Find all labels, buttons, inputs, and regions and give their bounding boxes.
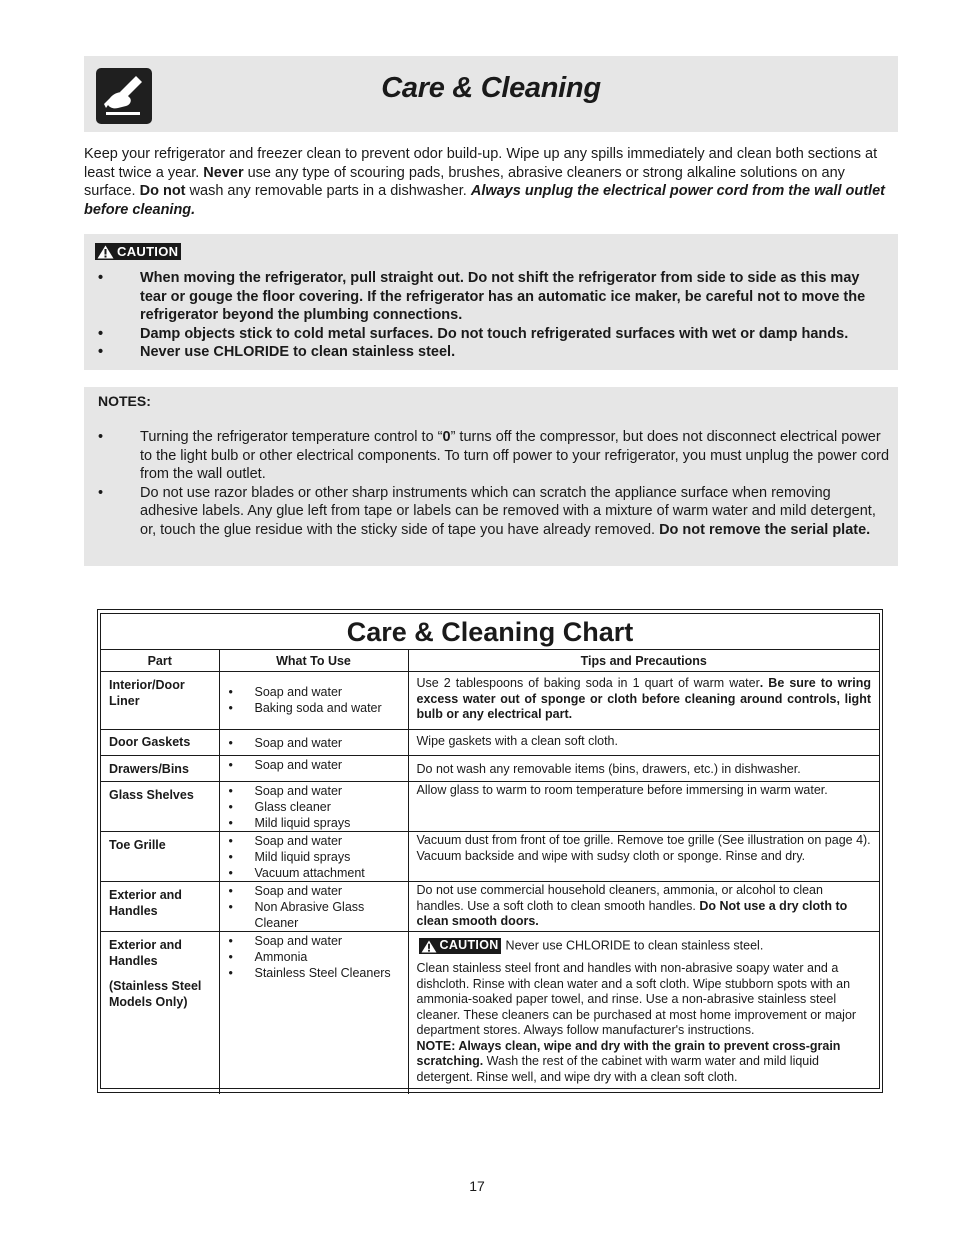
bullet: •	[228, 934, 233, 948]
notes-box	[84, 387, 898, 566]
caution-text: Never use CHLORIDE to clean stainless steel.	[505, 938, 764, 953]
warning-icon	[421, 940, 437, 953]
tips-text: Use 2 tablespoons of baking soda in 1 quart of warm water	[416, 676, 760, 690]
bullet: •	[228, 701, 233, 715]
bullet: •	[228, 758, 233, 772]
care-chart	[97, 609, 883, 1093]
table-row	[101, 756, 879, 782]
intro-text: wash any removable parts in a dishwasher.	[185, 183, 471, 200]
caution-badge-label: CAUTION	[117, 244, 179, 259]
warning-icon	[97, 245, 114, 259]
chart-title: Care & Cleaning Chart	[346, 617, 634, 647]
notes-text: Turning the refrigerator temperature control to “	[140, 429, 443, 445]
use-item-text: Glass cleaner	[254, 800, 331, 814]
table-row	[101, 672, 879, 730]
caution-item	[84, 269, 890, 325]
intro-unplug-warning: Always unplug the electrical power cord from the wall outlet before cleaning.	[84, 183, 885, 218]
use-item-text: Stainless Steel Cleaners	[254, 966, 391, 980]
notes-serial-plate: Do not remove the serial plate.	[659, 521, 871, 538]
bullet: •	[98, 325, 104, 342]
notes-title: NOTES:	[98, 393, 151, 409]
part-cell	[101, 932, 219, 1094]
use-item-text: Soap and water	[254, 784, 343, 798]
table-row	[101, 782, 879, 832]
use-item-text: Soap and water	[254, 834, 343, 848]
use-item	[220, 799, 404, 815]
use-cell	[219, 782, 408, 832]
part-note: (Stainless Steel Models Only)	[109, 979, 202, 1009]
caution-item-text: Damp objects stick to cold metal surfaces. Do not touch refrigerated surfaces with wet or damp hands.	[140, 325, 849, 342]
notes-item	[84, 484, 890, 540]
part-cell: Drawers/Bins	[101, 756, 219, 782]
bullet: •	[228, 834, 233, 848]
intro-text: use any type of scouring pads, brushes, abrasive cleaners or strong alkaline solutions on any surface.	[84, 164, 845, 200]
use-item-text: Soap and water	[254, 736, 343, 750]
tips-cell: Allow glass to warm to room temperature before immersing in warm water.	[408, 782, 879, 832]
intro-paragraph	[84, 145, 890, 219]
use-item	[220, 783, 404, 799]
use-item-text: Soap and water	[254, 934, 343, 948]
inline-caution-line	[419, 938, 872, 954]
use-item-text: Soap and water	[254, 758, 343, 772]
bullet: •	[98, 429, 104, 445]
bullet: •	[228, 736, 233, 750]
use-item	[220, 700, 404, 716]
use-item-text: Soap and water	[254, 685, 343, 699]
bullet: •	[98, 344, 104, 361]
caution-item-text: Never use CHLORIDE to clean stainless steel.	[140, 344, 456, 361]
use-cell	[219, 832, 408, 882]
use-item	[220, 883, 404, 899]
use-item-text: Vacuum attachment	[254, 866, 365, 880]
use-cell	[219, 756, 408, 782]
use-cell	[219, 932, 408, 1094]
table-row	[101, 730, 879, 756]
part-cell: Interior/Door Liner	[101, 672, 219, 730]
part-cell: Door Gaskets	[101, 730, 219, 756]
part-cell: Glass Shelves	[101, 782, 219, 832]
bullet: •	[228, 816, 233, 830]
care-chart-inner	[100, 613, 880, 1089]
use-cell	[219, 730, 408, 756]
intro-text: Keep your refrigerator and freezer clean to prevent odor build-up. Wipe up any spills immediately and clean both sections at least twice a year.	[84, 146, 878, 181]
tips-cell: Vacuum dust from front of toe grille. Remove toe grille (See illustration on page 4). Vacuum backside and wipe with sudsy cloth or sponge. Rinse and dry.	[408, 832, 879, 882]
use-item	[220, 735, 404, 751]
bullet: •	[228, 850, 233, 864]
caution-list	[84, 269, 890, 362]
tips-text	[417, 961, 872, 1085]
bullet: •	[228, 685, 233, 699]
use-item	[220, 933, 404, 949]
caution-badge-label: CAUTION	[439, 938, 499, 953]
tips-bold-text: Do Not use a dry cloth to clean smooth doors.	[416, 898, 848, 928]
notes-text: ” turns off the compressor, but does not disconnect electrical power to the light bulb or other electrical components. To turn off power to your refrigerator, you must unplug the power cord from the wall outlet.	[140, 429, 890, 483]
notes-text: Do not use razor blades or other sharp instruments which can scratch the appliance surface when removing adhesive labels. Any glue left from tape or labels can be removed with a mixture of warm water and mild detergent, or, touch the glue residue with the sticky side of tape you have already removed.	[140, 484, 876, 538]
use-item-text: Mild liquid sprays	[254, 816, 351, 830]
use-item	[220, 833, 404, 849]
bullet: •	[228, 800, 233, 814]
use-cell	[219, 672, 408, 730]
caution-badge	[419, 938, 501, 954]
intro-do-not: Do not	[139, 183, 186, 200]
intro-never: Never	[203, 164, 244, 181]
notes-item	[84, 428, 890, 484]
tips-paragraph: Wash the rest of the cabinet with warm water and mild liquid detergent. Rinse well, and wipe dry with a clean soft cloth.	[416, 1054, 819, 1084]
page-title: Care & Cleaning	[381, 72, 601, 104]
table-header-row	[101, 650, 879, 672]
bullet: •	[98, 484, 104, 501]
use-item	[220, 815, 404, 831]
table-row	[101, 932, 879, 1094]
tips-cell	[408, 932, 879, 1094]
tips-cell: Do not wash any removable items (bins, drawers, etc.) in dishwasher.	[408, 756, 879, 782]
header-band	[84, 56, 898, 132]
use-item-text: Non Abrasive Glass Cleaner	[254, 900, 365, 930]
bullet: •	[228, 866, 233, 880]
use-item	[220, 965, 404, 981]
page-number: 17	[469, 1178, 485, 1194]
part-name: Exterior and Handles	[109, 938, 182, 968]
part-cell: Toe Grille	[101, 832, 219, 882]
use-item	[220, 865, 404, 881]
tips-cell	[408, 882, 879, 932]
tips-cell	[408, 672, 879, 730]
table-row	[101, 832, 879, 882]
use-item-text: Ammonia	[254, 950, 308, 964]
caution-badge	[95, 243, 181, 260]
care-table	[101, 649, 879, 1094]
tips-text: Do not use commercial household cleaners, ammonia, or alcohol to clean handles. Use a soft cloth to clean smooth handles.	[416, 883, 823, 913]
bullet: •	[228, 784, 233, 798]
use-item	[220, 757, 404, 773]
use-item-text: Soap and water	[254, 884, 343, 898]
bullet: •	[228, 884, 233, 898]
table-row	[101, 882, 879, 932]
caution-item-text: When moving the refrigerator, pull straight out. Do not shift the refrigerator from side to side as this may tear or gouge the floor covering. If the refrigerator has an automatic ice maker, be careful not to move the refrigerator beyond the plumbing connections.	[140, 270, 866, 324]
use-item	[220, 684, 404, 700]
tips-cell: Wipe gaskets with a clean soft cloth.	[408, 730, 879, 756]
bullet: •	[228, 950, 233, 964]
use-item	[220, 899, 404, 931]
tips-bold-text: . Be sure to wring excess water out of sponge or cloth before cleaning around controls, light bulb or any electrical part.	[416, 676, 871, 721]
caution-box	[84, 234, 898, 370]
caution-item	[84, 325, 890, 344]
column-header-part: Part	[101, 650, 219, 672]
notes-zero: 0	[442, 429, 451, 445]
use-item	[220, 949, 404, 965]
bullet: •	[228, 900, 233, 914]
caution-item	[84, 343, 890, 362]
part-cell: Exterior and Handles	[101, 882, 219, 932]
use-item-text: Mild liquid sprays	[254, 850, 351, 864]
tips-paragraph: Clean stainless steel front and handles with non-abrasive soapy water and a dishcloth. Rinse with clean water and a soft cloth. Wipe stubborn spots with an ammonia-soaked paper towel, and rinse. Use a non-abrasive stainless steel cleaner. These cleaners can be purchased at most home improvement or major department stores. Always follow manufacturer's instructions.	[416, 961, 857, 1037]
use-item-text: Baking soda and water	[254, 701, 382, 715]
column-header-tips: Tips and Precautions	[408, 650, 879, 672]
use-cell	[219, 882, 408, 932]
use-item	[220, 849, 404, 865]
bullet: •	[98, 270, 104, 286]
column-header-what-to-use: What To Use	[219, 650, 408, 672]
bullet: •	[228, 966, 233, 980]
notes-list	[84, 428, 890, 540]
tips-note: NOTE: Always clean, wipe and dry with the grain to prevent cross-grain scratching.	[416, 1038, 841, 1068]
